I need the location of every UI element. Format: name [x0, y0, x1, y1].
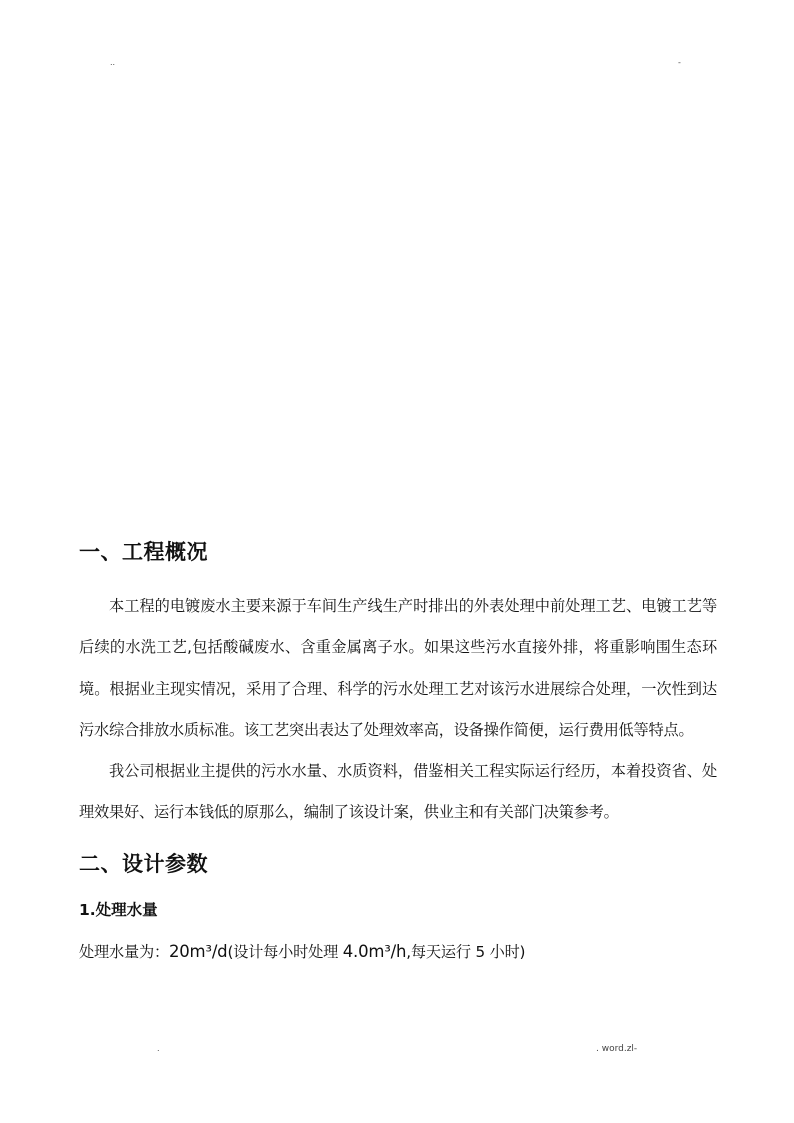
flow-text: [79, 934, 717, 970]
section-title-design-parameters: 二、设计参数: [79, 851, 208, 876]
footer-left-mark: .: [157, 1044, 160, 1053]
flow-mid-text: (设计每小时处理: [227, 942, 343, 961]
flow-hourly-value: 4.0m³/h: [342, 941, 407, 961]
overview-paragraph-2: 我公司根据业主提供的污水水量、水质资料，借鉴相关工程实际运行经历，本着投资省、处理效果好、运行本钱低的原那么，编制了该设计案，供业主和有关部门决策参考。: [79, 762, 717, 822]
header-right-mark: -: [678, 58, 681, 67]
overview-paragraph-1: 本工程的电镀废水主要来源于车间生产线生产时排出的外表处理中前处理工艺、电镀工艺等后续的水洗工艺,包括酸碱废水、含重金属离子水。如果这些污水直接外排，将重影响围生态环境。根据业主现实情况，采用了合理、科学的污水处理工艺对该污水进展综合处理，一次性到达污水综合排放水质标准。该工艺突出表达了处理效率高，设备操作简便，运行费用低等特点。: [79, 597, 717, 739]
header-left-mark: ..: [110, 58, 116, 67]
document-body: [79, 534, 717, 970]
footer-right-mark: . word.zl-: [596, 1044, 638, 1054]
flow-suffix: ,每天运行 5 小时): [406, 942, 526, 961]
section-title-overview: 一、工程概况: [79, 540, 208, 564]
flow-daily-value: 20m³/d: [168, 941, 228, 961]
flow-prefix: 处理水量为：: [79, 942, 169, 961]
subsection-title-flow: 1.处理水量: [79, 900, 158, 919]
